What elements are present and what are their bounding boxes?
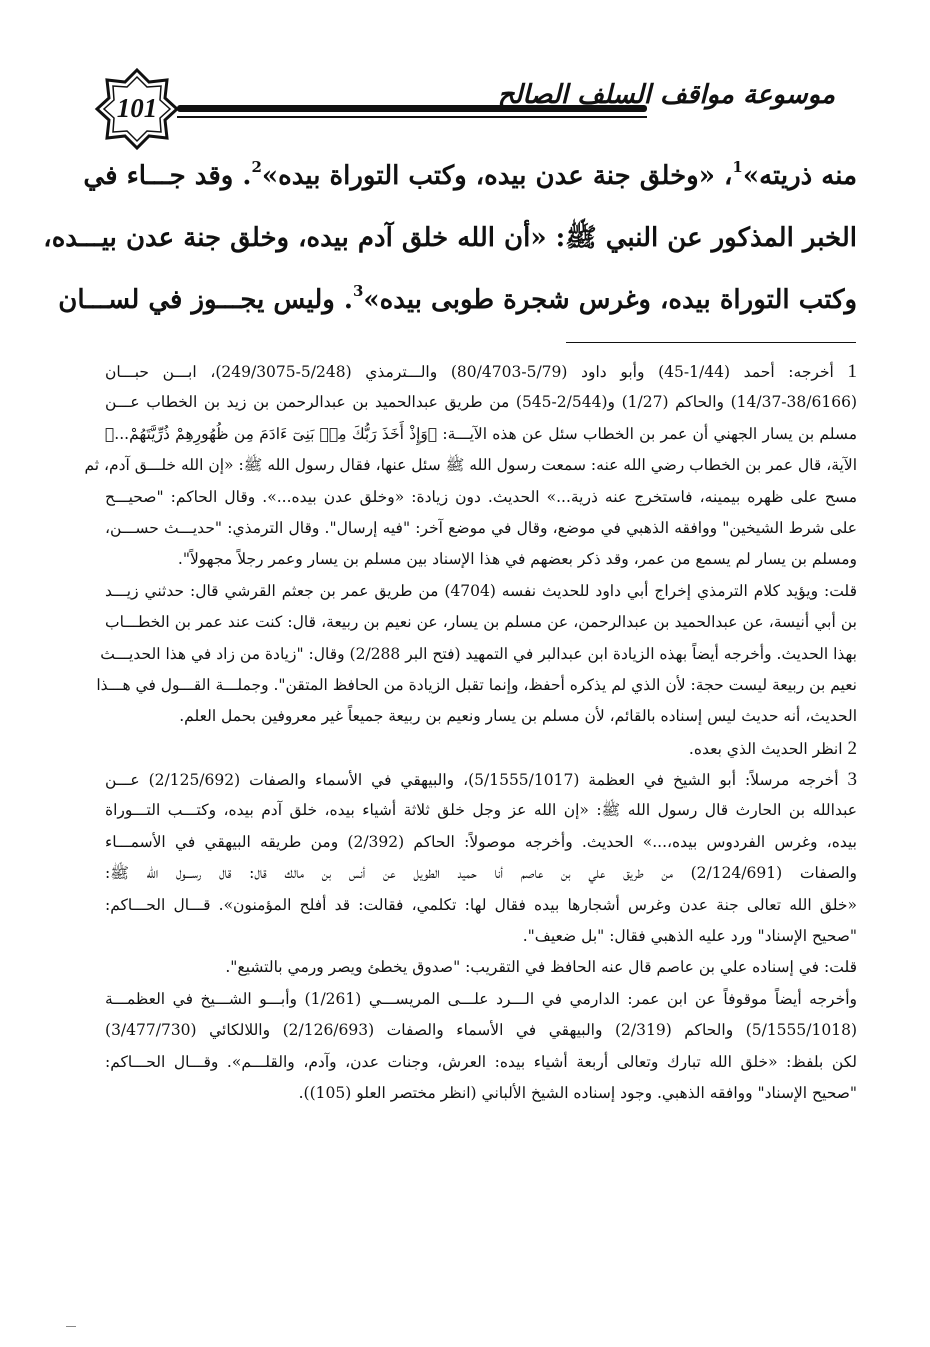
footnote-line: قلت: في إسناده علي بن عاصم قال عنه الحافظ في التقريب: "صدوق يخطئ ويصر ورمي بالتشيع". [225, 958, 857, 977]
footnote-line: الآية، قال عمر بن الخطاب رضي الله عنه: سمعت رسول الله ﷺ سئل عنها، فقال رسول الله ﷺ: «إن الله خلـــق آدم، ثم [84, 456, 857, 475]
footnote-separator [566, 342, 856, 343]
text-segment: . وقد جـــاء في [83, 161, 252, 191]
footnote-line: «خلق الله تعالى جنة عدن وغرس أشجارها بيده فقال لها: تكلمي، فقالت: قد أفلح المؤمنون». قـــال الحـــاكم: [105, 895, 857, 914]
footnote-line: والصفات (2/124/691) من طريق علي بن عاصم أنا حميد الطويل عن أنس بن مالك قال: قال رســـول الله ﷺ: [105, 864, 857, 883]
text-segment: . وليس يجـــوز في لســـان [58, 285, 353, 315]
header-rule-thin [177, 116, 647, 118]
footnotes [84, 356, 858, 1109]
footnote-line: الحديث، أنه حديث ليس إسناده بالقائم، لأن مسلم بن يسار ونعيم بن ربيعة جميعاً غير معروفين بحمل العلم. [179, 707, 857, 726]
footnote-line: بهذا الحديث. وأخرجه أيضاً بهذه الزيادة ابن عبدالبر في التمهيد (فتح البر 2/288) وقال: "زيادة من زاد في هذا الحديـــث [100, 644, 857, 663]
footnote-line [105, 356, 857, 387]
main-text [43, 145, 857, 331]
footnote-line [105, 733, 857, 764]
footnote-line: بن أبي أنيسة، عن عبدالحميد بن عبدالرحمن، عن مسلم بن يسار، عن نعيم بن ربيعة، قال: كنت عند عمر بن الخطـــاب [105, 613, 857, 632]
main-text-line [83, 145, 857, 207]
text-segment: ، «وخلق جنة عدن بيده، وكتب التوراة بيده» [261, 161, 733, 191]
footnote-line: بيده، وغرس الفردوس بيده،...» الحديث. وأخرجه موصولاً: الحاكم (2/392) ومن طريقه البيهقي في الأسمـــاء [105, 832, 857, 851]
footnote-line: ومسلم بن يسار لم يسمع من عمر، وقد ذكر بعضهم في هذا الإسناد بين مسلم بن يسار وعمر رجلاً مجهولاً". [177, 550, 857, 569]
footnote-line: قلت: ويؤيد كلام الترمذي إخراج أبي داود للحديث نفسه (4704) من طريق عمر بن جعثم القرشي قال: حدثني زيـــد [105, 581, 857, 600]
footnote-line: مسلم بن يسار الجهني أن عمر بن الخطاب سئل عن هذه الآيـــة: ﴿وَإِذْ أَخَذَ رَبُّكَ مِنۢ بَنِىٓ ءَادَمَ مِن ظُهُورِهِمْ ذُرِّيَّتَهُمْ...﴾ [105, 424, 857, 443]
footnote-line: عبدالله بن الحارث قال رسول الله ﷺ: «إن الله عز وجل خلق ثلاثة أشياء بيده، خلق آدم بيده، وكتـــب التـــوراة [105, 801, 857, 820]
text-segment: منه ذريته» [742, 161, 857, 191]
footnote-ref: 2 [251, 158, 262, 176]
footnote-ref: 3 [352, 282, 364, 300]
footnote-line: وأخرجه أيضاً موقوفاً عن ابن عمر: الدارمي في الـــرد علـــى المريســـي (1/261) وأبـــو الشـــيخ في العظمـــة [105, 989, 857, 1008]
footnote-number: 1 [847, 361, 857, 382]
page-header [95, 68, 835, 150]
page-number-badge [95, 68, 179, 150]
text-segment: وكتب التوراة بيده، وغرس شجرة طوبى بيده» [363, 285, 857, 315]
scan-mark [66, 1326, 76, 1327]
footnote-number: 3 [847, 769, 857, 791]
footnote-text: أخرجه: أحمد (1/44-45) وأبو داود (5/79-80/4703) والـــترمذي (5/248-249/3075)، ابـــن حبـــان [105, 363, 834, 381]
footnote-line [105, 764, 857, 795]
footnote-ref: 1 [732, 158, 743, 176]
footnote-line: لكن بلفظ: «خلق الله تبارك وتعالى أربعة أشياء بيده: العرش، وجنات عدن، وآدم، والقلـــم». وقـــال الحـــاكم: [105, 1052, 857, 1071]
footnote-number: 2 [847, 737, 857, 759]
footnote-line: مسح على ظهره بيمينه، فاستخرج عنه ذرية...» الحديث. دون زيادة: «وخلق عدن بيده...». وقال الحاكم: "صحيـــح [105, 487, 857, 506]
footnote-text: أخرجه مرسلاً: أبو الشيخ في العظمة (5/1555/1017)، والبيهقي في الأسماء والصفات (2/125/692) عـــن [105, 771, 839, 790]
main-text-line [58, 269, 857, 331]
footnote-line: (14/37-38/6166) والحاكم (1/27) و(2/544-545) من طريق عبدالحميد بن عبدالرحمن بن زيد بن الخطاب عـــن [105, 393, 858, 412]
series-title: موسوعة مواقف السلف الصالح [497, 80, 835, 110]
footnote-line: نعيم بن ربيعة ليست حجة: لأن الذي لم يذكره أحفظ، وإنما تقبل الزيادة من الحافظ المتقن". وجملـــة القـــول في هـــذا [96, 675, 857, 694]
footnote-text: انظر الحديث الذي بعده. [688, 739, 843, 758]
footnote-line: "صحيح الإسناد" ورد عليه الذهبي فقال: "بل ضعيف". [522, 927, 857, 946]
footnote-line: على شرط الشيخين" ووافقه الذهبي في موضع، وقال في موضع آخر: "فيه إرسال". وقال الترمذي: "حديـــث حســـن، [105, 518, 857, 537]
main-text-line [43, 207, 857, 269]
footnote-line: (5/1555/1018) والحاكم (2/319) والبيهقي في الأسماء والصفات (2/126/693) واللالكائي (3/477/730) [105, 1021, 857, 1040]
text-segment: الخبر المذكور عن النبي ﷺ: «أن الله خلق آدم بيده، وخلق جنة عدن بيـــده، [43, 223, 857, 253]
page-number: 101 [116, 93, 158, 123]
footnote-line: "صحيح الإسناد" ووافقه الذهبي. وجود إسناده الشيخ الألباني (انظر مختصر العلو (105)). [298, 1083, 857, 1102]
